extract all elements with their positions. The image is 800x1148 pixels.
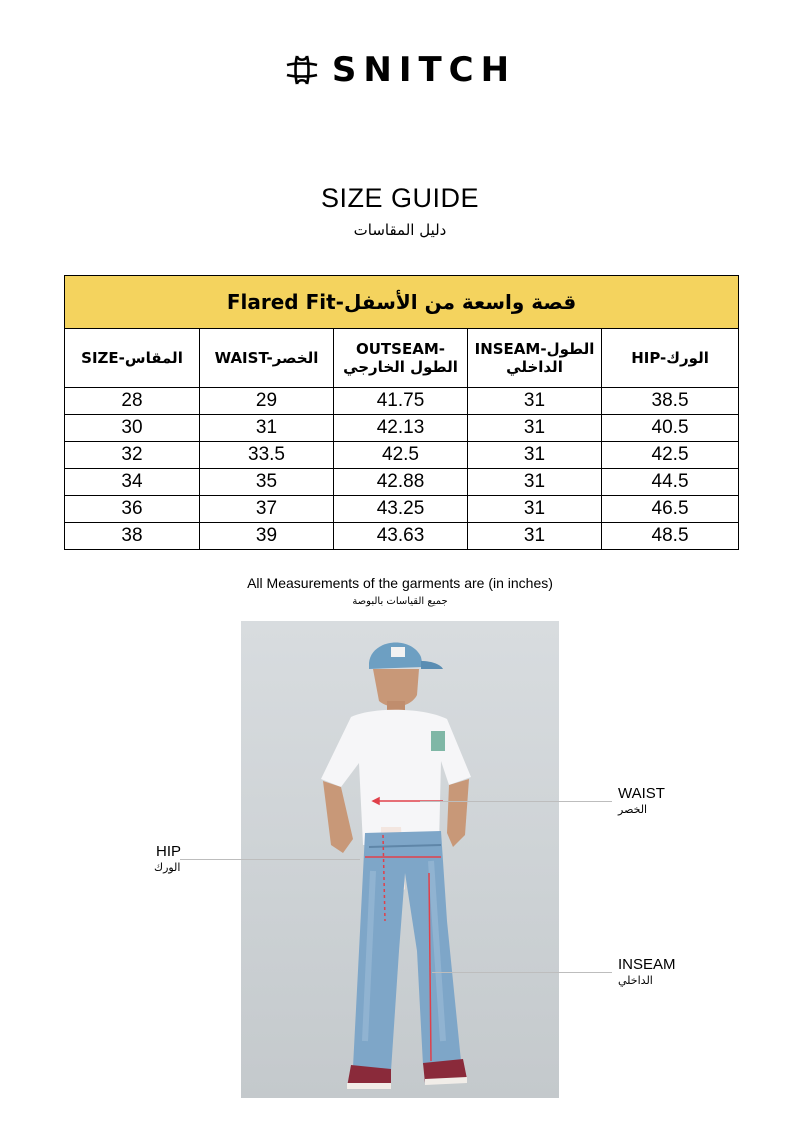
column-header-ar: المقاس <box>124 349 183 367</box>
column-header-ar: الورك <box>666 349 709 367</box>
cell-inseam: 31 <box>468 415 602 442</box>
cell-hip: 38.5 <box>602 388 739 415</box>
fit-title-banner <box>65 276 739 329</box>
cell-hip: 42.5 <box>602 442 739 469</box>
cell-inseam: 31 <box>468 388 602 415</box>
cell-outseam: 42.13 <box>334 415 468 442</box>
column-header-hip <box>602 329 739 388</box>
column-header-size <box>65 329 200 388</box>
brand-name: SNITCH <box>331 50 517 90</box>
column-header-inseam <box>468 329 602 388</box>
table-row <box>65 523 739 550</box>
table-row <box>65 496 739 523</box>
inseam-leader-line <box>432 972 612 973</box>
cell-inseam: 31 <box>468 496 602 523</box>
snitch-grid-mark-icon <box>284 53 320 87</box>
cell-size: 34 <box>65 469 200 496</box>
hip-leader-line <box>180 859 360 860</box>
table-row <box>65 388 739 415</box>
table-row <box>65 415 739 442</box>
column-header-en: WAIST- <box>214 349 273 367</box>
waist-label-ar: الخصر <box>618 803 648 816</box>
hip-label-ar: الورك <box>154 861 181 874</box>
column-header-outseam <box>334 329 468 388</box>
column-header-ar: الطول الداخلي <box>506 340 595 376</box>
brand-logo <box>0 50 800 90</box>
cell-outseam: 42.5 <box>334 442 468 469</box>
measurement-note: All Measurements of the garments are (in inches) <box>247 575 553 591</box>
cell-waist: 31 <box>200 415 334 442</box>
cell-waist: 33.5 <box>200 442 334 469</box>
column-header-en: INSEAM- <box>474 340 547 358</box>
cell-waist: 29 <box>200 388 334 415</box>
column-header-en: OUTSEAM- <box>356 340 445 358</box>
cell-hip: 40.5 <box>602 415 739 442</box>
waist-label: WAIST <box>618 785 665 802</box>
hip-label: HIP <box>156 843 182 860</box>
column-header-ar: الخصر <box>272 349 319 367</box>
cell-hip: 46.5 <box>602 496 739 523</box>
cell-size: 38 <box>65 523 200 550</box>
cell-size: 36 <box>65 496 200 523</box>
cell-hip: 48.5 <box>602 523 739 550</box>
cell-outseam: 41.75 <box>334 388 468 415</box>
cell-hip: 44.5 <box>602 469 739 496</box>
cell-outseam: 43.25 <box>334 496 468 523</box>
fit-title: Flared Fit-قصة واسعة من الأسفل <box>226 290 577 314</box>
page-title: SIZE GUIDE <box>320 183 480 213</box>
cell-inseam: 31 <box>468 442 602 469</box>
cell-inseam: 31 <box>468 469 602 496</box>
cell-inseam: 31 <box>468 523 602 550</box>
column-header-waist <box>200 329 334 388</box>
size-table <box>64 275 739 550</box>
table-row <box>65 469 739 496</box>
waist-leader-line <box>420 801 612 802</box>
cell-size: 30 <box>65 415 200 442</box>
measurement-note-ar: جميع القياسات بالبوصة <box>352 596 448 607</box>
cell-outseam: 42.88 <box>334 469 468 496</box>
cell-size: 28 <box>65 388 200 415</box>
cell-size: 32 <box>65 442 200 469</box>
cell-outseam: 43.63 <box>334 523 468 550</box>
column-header-en: HIP- <box>631 349 667 367</box>
column-header-ar: الطول الخارجي <box>343 358 458 376</box>
cell-waist: 35 <box>200 469 334 496</box>
cell-waist: 39 <box>200 523 334 550</box>
inseam-label: INSEAM <box>618 956 676 973</box>
inseam-label-ar: الداخلي <box>618 974 653 987</box>
page-subtitle-ar: دليل المقاسات <box>353 221 447 239</box>
cell-waist: 37 <box>200 496 334 523</box>
table-row <box>65 442 739 469</box>
column-header-en: SIZE- <box>81 349 125 367</box>
table-header-row <box>65 329 739 388</box>
